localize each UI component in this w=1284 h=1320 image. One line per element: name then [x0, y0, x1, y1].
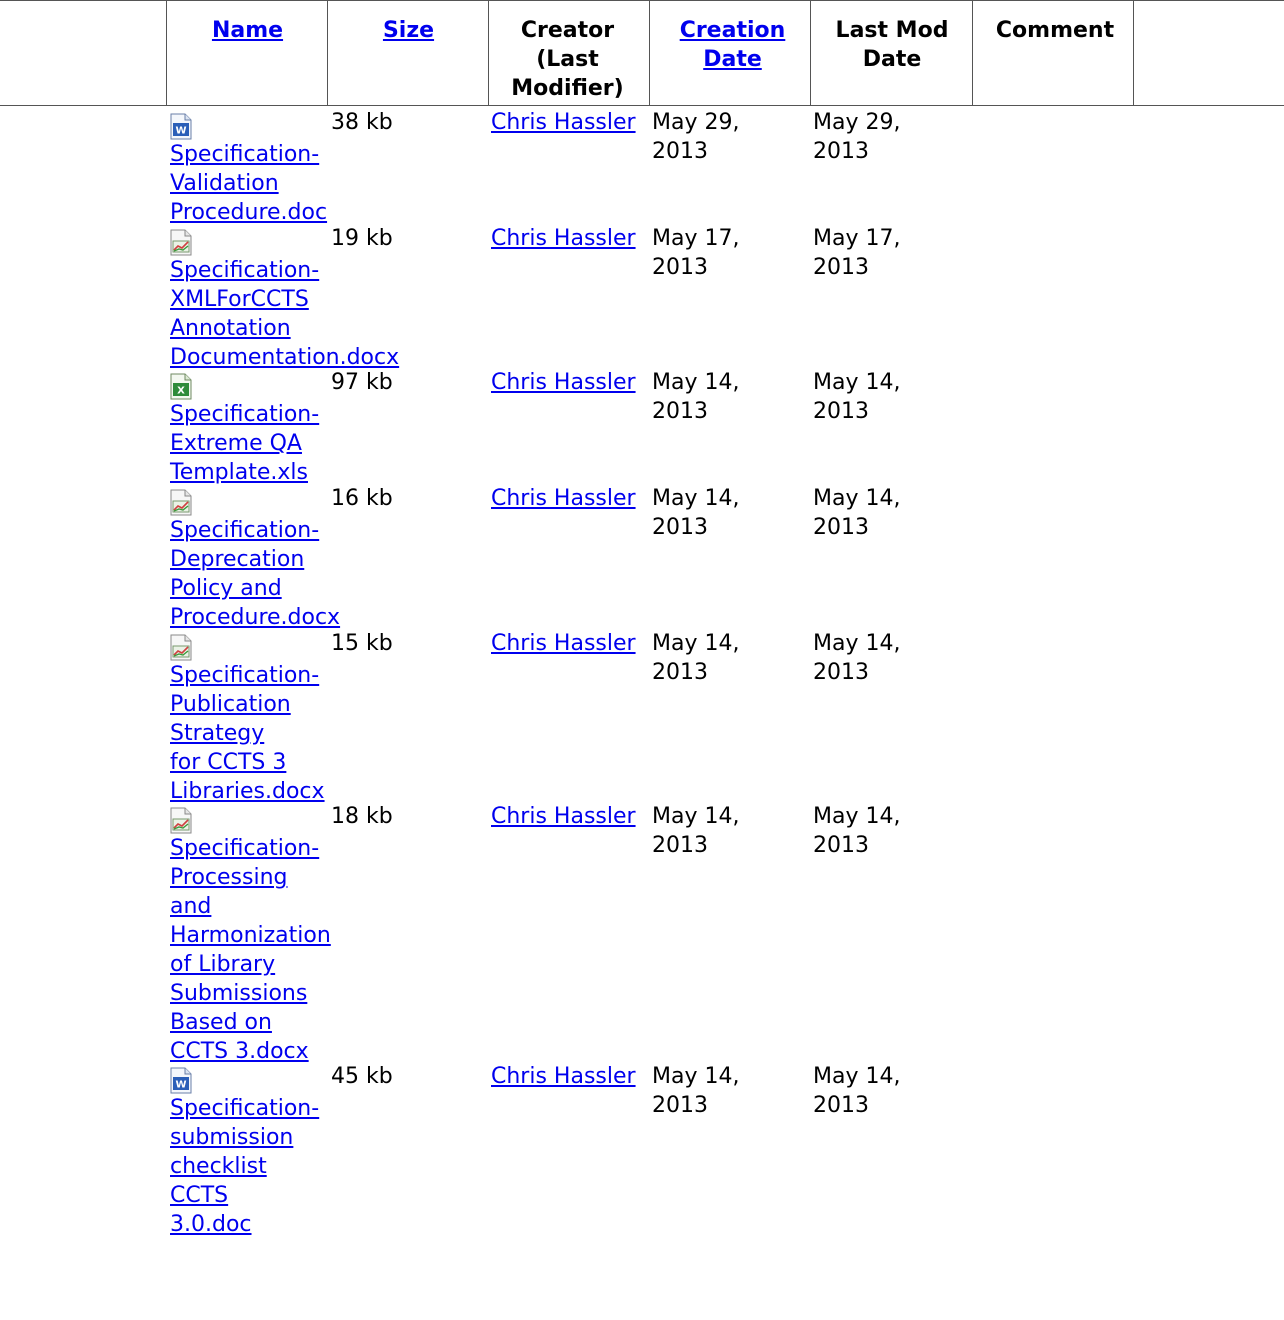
creator-cell — [491, 1062, 636, 1091]
creation-date: May 14, 2013 — [652, 486, 740, 540]
file-name-line: Libraries.docx — [170, 778, 325, 804]
creation-date: May 14, 2013 — [652, 370, 740, 425]
column-divider — [1133, 0, 1134, 106]
file-name-line: Specification- — [170, 402, 320, 428]
file-name-line: Harmonization — [170, 923, 331, 949]
file-name-link[interactable] — [170, 256, 400, 372]
table-row — [0, 629, 1284, 803]
file-name-cell — [170, 368, 330, 487]
file-name-line: Procedure.docx — [170, 605, 341, 630]
creator-cell — [491, 484, 636, 513]
file-name-line: XMLForCCTS — [170, 286, 309, 312]
column-header-name[interactable] — [170, 16, 325, 45]
word-doc-icon[interactable] — [170, 113, 192, 140]
file-name-line: Submissions — [170, 981, 308, 1007]
file-name-line: Validation — [170, 171, 279, 196]
creator-link[interactable]: Chris Hassler — [491, 804, 636, 830]
last-mod-date: May 14, 2013 — [813, 370, 901, 425]
column-header-creation-date[interactable] — [660, 16, 805, 74]
file-name-line: Strategy — [170, 720, 265, 746]
sort-by-name-link[interactable]: Name — [211, 18, 284, 43]
file-name-line: Specification- — [170, 836, 320, 862]
file-name-line: Template.xls — [170, 460, 308, 486]
file-name-line: Publication — [170, 691, 291, 717]
generic-file-icon[interactable] — [170, 634, 192, 661]
file-name-link[interactable] — [170, 661, 330, 806]
file-name-line: Documentation.docx — [170, 344, 400, 370]
column-header-creator: Creator (Last Modifier) — [511, 18, 624, 101]
sort-by-size-link[interactable]: Size — [382, 18, 435, 43]
column-divider — [166, 0, 167, 106]
file-name-line: Based on — [170, 1010, 272, 1036]
file-name-line: CCTS 3.docx — [170, 1039, 309, 1065]
file-size: 97 kb — [331, 370, 393, 396]
table-row — [0, 484, 1284, 629]
creation-date: May 14, 2013 — [652, 1064, 740, 1119]
creator-link[interactable]: Chris Hassler — [491, 370, 636, 396]
generic-file-icon[interactable] — [170, 489, 192, 516]
header-top-border — [0, 0, 1284, 1]
last-mod-date: May 14, 2013 — [813, 1064, 901, 1119]
file-size: 38 kb — [331, 110, 393, 135]
file-name-line: of Library — [170, 952, 276, 978]
table-row — [0, 108, 1284, 224]
file-size: 19 kb — [331, 225, 393, 251]
last-mod-date: May 14, 2013 — [813, 486, 901, 540]
last-mod-date: May 14, 2013 — [813, 630, 901, 685]
creator-cell — [491, 629, 636, 658]
file-name-cell — [170, 484, 341, 632]
column-divider — [972, 0, 973, 106]
table-row — [0, 802, 1284, 1065]
file-name-link[interactable] — [170, 516, 341, 632]
creator-cell — [491, 224, 636, 253]
creator-cell — [491, 108, 636, 137]
file-name-cell — [170, 629, 330, 806]
word-doc-icon[interactable] — [170, 1067, 192, 1094]
creator-cell — [491, 802, 636, 831]
svg-text:W: W — [175, 125, 187, 137]
file-name-line: Policy and — [170, 576, 282, 601]
generic-file-icon[interactable] — [170, 807, 192, 834]
creator-link[interactable]: Chris Hassler — [491, 486, 636, 511]
table-row — [0, 224, 1284, 369]
generic-file-icon[interactable] — [170, 229, 192, 256]
svg-text:W: W — [175, 1079, 187, 1091]
file-name-line: Specification- — [170, 142, 320, 167]
file-name-line: Deprecation — [170, 547, 305, 572]
column-divider — [488, 0, 489, 106]
column-header-size[interactable] — [331, 16, 486, 45]
last-mod-date: May 29, 2013 — [813, 110, 901, 164]
creator-link[interactable]: Chris Hassler — [491, 225, 636, 251]
file-name-line: Specification- — [170, 662, 320, 688]
file-name-cell — [170, 108, 330, 227]
creation-date: May 14, 2013 — [652, 630, 740, 685]
column-divider — [327, 0, 328, 106]
last-mod-date: May 17, 2013 — [813, 225, 901, 280]
file-name-line: and — [170, 894, 212, 920]
creator-cell — [491, 368, 636, 397]
file-size: 18 kb — [331, 804, 393, 830]
file-name-line: Specification- — [170, 1096, 320, 1122]
file-size: 15 kb — [331, 630, 393, 656]
creator-link[interactable]: Chris Hassler — [491, 110, 636, 135]
file-name-link[interactable] — [170, 1094, 330, 1239]
file-size: 16 kb — [331, 486, 393, 511]
column-divider — [810, 0, 811, 106]
creator-link[interactable]: Chris Hassler — [491, 630, 636, 656]
file-name-link[interactable] — [170, 834, 330, 1066]
file-name-line: submission — [170, 1125, 294, 1151]
file-name-link[interactable] — [170, 140, 330, 227]
file-name-line: Procedure.doc — [170, 200, 328, 225]
file-name-line: Specification- — [170, 257, 320, 283]
column-header-last-mod-date: Last Mod Date — [835, 18, 949, 72]
file-name-cell — [170, 802, 330, 1066]
table-header — [0, 0, 1284, 106]
table-row — [0, 368, 1284, 484]
file-name-cell — [170, 1062, 330, 1239]
file-name-link[interactable] — [170, 400, 330, 487]
header-bottom-border — [0, 105, 1284, 106]
file-size: 45 kb — [331, 1064, 393, 1090]
excel-xls-icon[interactable] — [170, 373, 192, 400]
file-name-line: Specification- — [170, 518, 320, 543]
file-name-line: for CCTS 3 — [170, 749, 287, 775]
svg-text:X: X — [177, 385, 185, 397]
creation-date: May 29, 2013 — [652, 110, 740, 164]
last-mod-date: May 14, 2013 — [813, 804, 901, 859]
sort-by-creation-date-link[interactable]: Creation Date — [679, 18, 786, 72]
creation-date: May 14, 2013 — [652, 804, 740, 859]
creation-date: May 17, 2013 — [652, 225, 740, 280]
column-divider — [649, 0, 650, 106]
file-name-line: 3.0.doc — [170, 1212, 252, 1238]
creator-link[interactable]: Chris Hassler — [491, 1064, 636, 1090]
file-name-line: checklist — [170, 1154, 267, 1180]
table-row — [0, 1062, 1284, 1236]
file-name-line: Annotation — [170, 315, 291, 341]
file-name-line: Processing — [170, 865, 288, 891]
column-header-comment: Comment — [995, 18, 1115, 43]
file-name-line: Extreme QA — [170, 431, 302, 457]
file-name-line: CCTS — [170, 1183, 229, 1209]
